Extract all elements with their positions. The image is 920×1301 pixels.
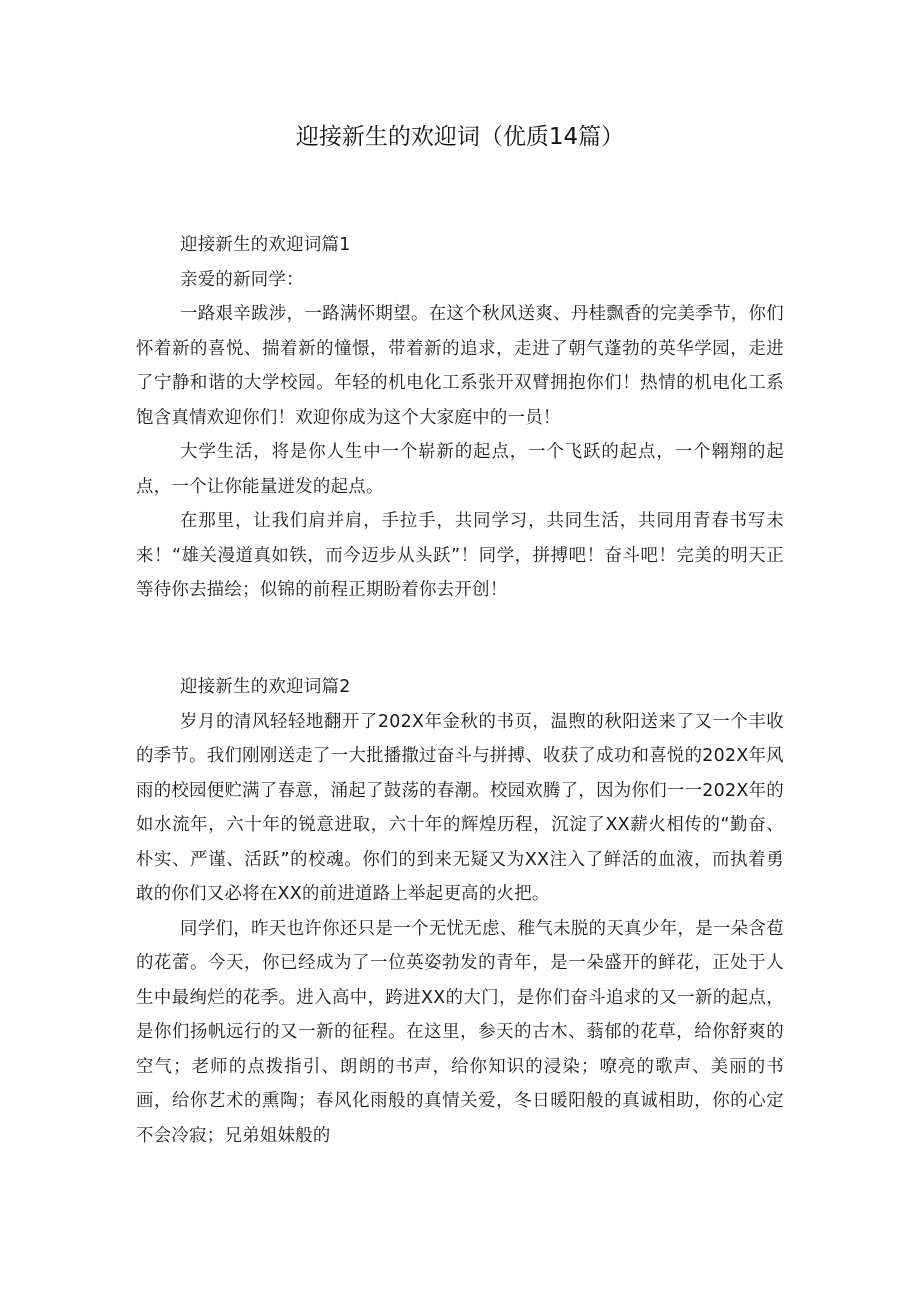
- paragraph: 在那里，让我们肩并肩，手拉手，共同学习，共同生活，共同用青春书写未来！“雄关漫道真如铁，而今迈步从头跃”！同学，拼搏吧！奋斗吧！完美的明天正等待你去描绘；似锦的前程正期盼着你去开创！: [136, 511, 784, 600]
- section-2: [136, 670, 784, 1153]
- section-heading: 迎接新生的欢迎词篇2: [180, 677, 351, 697]
- paragraph: 大学生活，将是你人生中一个崭新的起点，一个飞跃的起点，一个翱翔的起点，一个让你能量迸发的起点。: [136, 442, 784, 497]
- section-1: [136, 228, 784, 608]
- paragraph: 亲爱的新同学：: [180, 269, 304, 290]
- document-title: 迎接新生的欢迎词（优质14篇）: [295, 124, 625, 150]
- paragraph: 一路艰辛跋涉，一路满怀期望。在这个秋风送爽、丹桂飘香的完美季节，你们怀着新的喜悦、揣着新的憧憬，带着新的追求，走进了朝气蓬勃的英华学园，走进了宁静和谐的大学校园。年轻的机电化工系张开双臂拥抱你们！热情的机电化工系饱含真情欢迎你们！欢迎你成为这个大家庭中的一员！: [136, 304, 784, 428]
- paragraph: 同学们，昨天也许你还只是一个无忧无虑、稚气未脱的天真少年，是一朵含苞的花蕾。今天，你已经成为了一位英姿勃发的青年，是一朵盛开的鲜花，正处于人生中最绚烂的花季。进入高中，跨进XX的大门，是你们奋斗追求的又一新的起点，是你们扬帆远行的又一新的征程。在这里，参天的古木、蓊郁的花草，给你舒爽的空气；老师的点拨指引、朗朗的书声，给你知识的浸染；嘹亮的歌声、美丽的书画，给你艺术的熏陶；春风化雨般的真情关爱，冬日暖阳般的真诚相助，你的心定不会冷寂；兄弟姐妹般的: [136, 918, 784, 1146]
- paragraph: 岁月的清风轻轻地翻开了202X年金秋的书页，温煦的秋阳送来了又一个丰收的季节。我们刚刚送走了一大批播撒过奋斗与拼搏、收获了成功和喜悦的202X年风雨的校园便贮满了春意，涌起了鼓荡的春潮。校园欢腾了，因为你们一一202X年的如水流年，六十年的锐意进取，六十年的辉煌历程，沉淀了XX薪火相传的“勤奋、朴实、严谨、活跃”的校魂。你们的到来无疑又为XX注入了鲜活的血液，而执着勇敢的你们又必将在XX的前进道路上举起更高的火把。: [136, 711, 784, 904]
- section-heading: 迎接新生的欢迎词篇1: [180, 235, 351, 255]
